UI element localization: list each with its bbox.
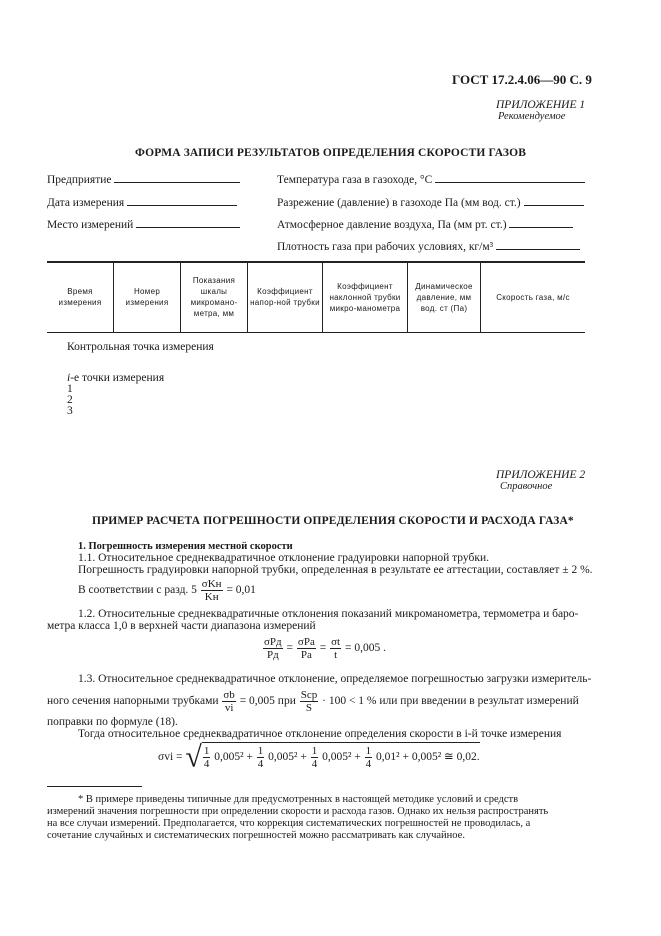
appendix2-title: ПРИМЕР РАСЧЕТА ПОГРЕШНОСТИ ОПРЕДЕЛЕНИЯ СКОРОСТИ И РАСХОДА ГАЗА* bbox=[92, 515, 574, 527]
col-dynamic-pressure: Динамическое давление, мм вод. ст (Па) bbox=[408, 262, 481, 332]
appendix1-status: Рекомендуемое bbox=[498, 111, 566, 122]
eq1-fraction: $\frac{\text{σKн}}{Kн}$ bbox=[201, 578, 222, 603]
para-1-4: Тогда относительное среднеквадратичное отклонение определения скорости в i-й точке измерения bbox=[78, 728, 562, 740]
field-date: Дата измерения bbox=[47, 195, 237, 209]
para-1-1: 1.1. Относительное среднеквадратичное отклонение градуировки напорной трубки. bbox=[78, 552, 489, 564]
col-tube-coeff: Коэффициент наклонной трубки микро-манометра bbox=[323, 262, 408, 332]
para-1-3c: поправки по формуле (18). bbox=[47, 716, 178, 728]
control-point-label: Контрольная точка измерения bbox=[67, 341, 214, 353]
col-time: Время измерения bbox=[47, 262, 114, 332]
appendix2-label: ПРИЛОЖЕНИЕ 2 bbox=[496, 469, 586, 481]
field-gas-density: Плотность газа при рабочих условиях, кг/м³ bbox=[277, 239, 580, 253]
eq1: В соответствии с разд. 5 $\frac{\text{σKн}}{Kн}$ = 0,01 bbox=[78, 578, 256, 603]
point-label: i-е точки измерения bbox=[67, 372, 165, 384]
sqrt-icon: √ bbox=[185, 740, 202, 774]
col-number: Номер измерения bbox=[114, 262, 181, 332]
para-1-2a: 1.2. Относительные среднеквадратичные отклонения показаний микроманометра, термометра и баро- bbox=[78, 608, 579, 620]
table-bottom-rule bbox=[47, 332, 585, 333]
point-2: 2 bbox=[67, 394, 73, 406]
eq2: $\frac{\text{σPд}}{Pд}$ = $\frac{\text{σPa}}{Pa}$ = $\frac{\sigma t}{t}$ = 0,005 . bbox=[264, 636, 386, 661]
appendix2-status: Справочное bbox=[500, 481, 553, 492]
appendix1-title: ФОРМА ЗАПИСИ РЕЗУЛЬТАТОВ ОПРЕДЕЛЕНИЯ СКОРОСТИ ГАЗОВ bbox=[135, 147, 527, 159]
point-3: 3 bbox=[67, 405, 73, 417]
col-pitot-coeff: Коэффициент напор-ной трубки bbox=[248, 262, 323, 332]
section1-heading: 1. Погрешность измерения местной скорости bbox=[78, 541, 293, 552]
para-1-1b: Погрешность градуировки напорной трубки, определенная в результате ее аттестации, составляет ± 2 %. bbox=[78, 564, 593, 576]
field-enterprise: Предприятие bbox=[47, 172, 240, 186]
col-gas-speed: Скорость газа, м/с bbox=[496, 292, 570, 302]
point-1: 1 bbox=[67, 383, 73, 395]
footnote-line-3: на все случаи измерений. Предполагается, что коррекция систематических погрешностей не проводилась, а bbox=[47, 818, 531, 829]
table-header-row bbox=[47, 262, 585, 332]
col-micromanometer: Показания шкалы микромано-метра, мм bbox=[181, 262, 248, 332]
eq3: ного сечения напорными трубками $\frac{\sigma b}{vi}$ = 0,005 при $\frac{\text{Sср}}{S}$ · 100 < 1 % или при введении в результат измерений bbox=[47, 689, 579, 714]
appendix1-label: ПРИЛОЖЕНИЕ 1 bbox=[496, 99, 586, 111]
footnote-line-2: измерений значения погрешности при определении скорости и расхода газов. Однако их нельзя распространять bbox=[47, 806, 549, 817]
field-gas-temp: Температура газа в газоходе, °С bbox=[277, 172, 585, 186]
para-1-2b: метра класса 1,0 в верхней части диапазона измерений bbox=[47, 620, 316, 632]
footnote-line-4: сочетание случайных и систематических погрешностей можно рассматривать как случайное. bbox=[47, 830, 465, 841]
field-location: Место измерений bbox=[47, 217, 240, 231]
field-pressure: Разрежение (давление) в газоходе Па (мм вод. ст.) bbox=[277, 195, 584, 209]
para-1-3a: 1.3. Относительное среднеквадратичное отклонение, определяемое погрешностью загрузки измеритель- bbox=[78, 673, 592, 685]
footnote-line-1: * В примере приведены типичные для предусмотренных в настоящей методике условий и средств bbox=[78, 794, 519, 805]
eq4: σvi = √ $\frac{1}{4}$ 0,005² + $\frac{1}{4}$ 0,005² + $\frac{1}{4}$ 0,005² + $\frac{1}{4}$ 0,01² + 0,005² ≅ 0,02. bbox=[158, 740, 480, 774]
document-code: ГОСТ 17.2.4.06—90 С. 9 bbox=[452, 72, 592, 87]
measurement-table bbox=[47, 262, 585, 332]
field-atm-pressure: Атмосферное давление воздуха, Па (мм рт. ст.) bbox=[277, 217, 573, 231]
footnote-rule bbox=[47, 786, 142, 787]
